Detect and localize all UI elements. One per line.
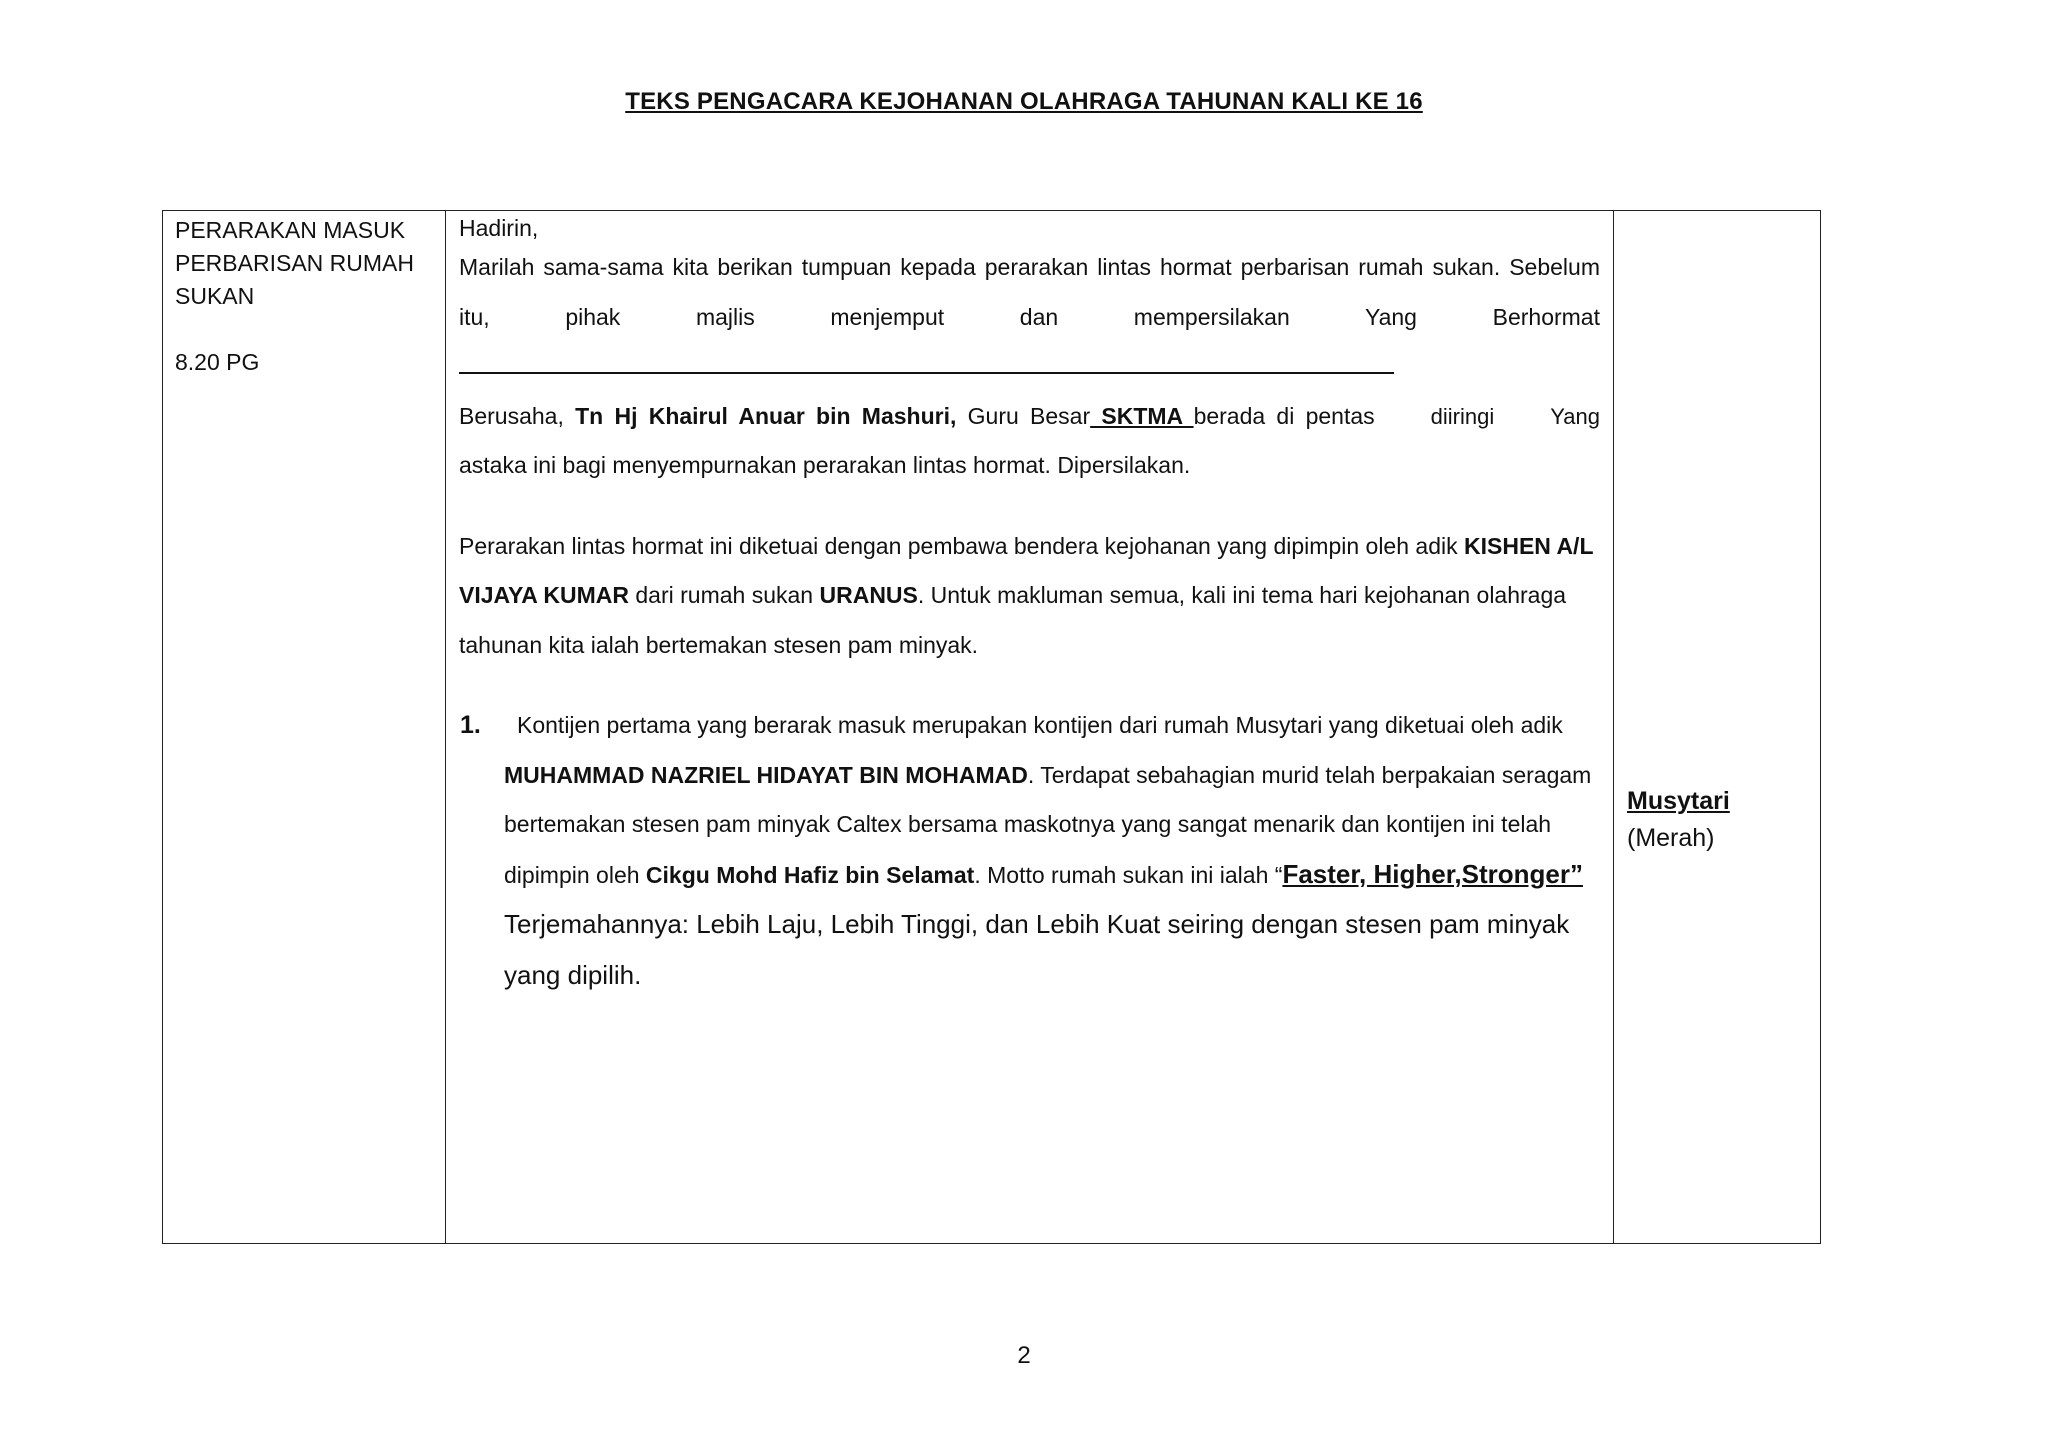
list-item: 1. Kontijen pertama yang berarak masuk merupakan kontijen dari rumah Musytari yang diketuai oleh adik MUHAMMAD NAZRIEL HIDAYAT BIN MOHAMAD. Terdapat sebahagian murid telah berpakaian seragam bertemakan stesen pam minyak Caltex bersama maskotnya yang sangat menarik dan kontijen ini telah dipimpin oleh Cikgu Mohd Hafiz bin Selamat. Motto rumah sukan ini ialah “Faster, Higher,Stronger” Terjemahannya: Lebih Laju, Lebih Tinggi, dan Lebih Kuat seiring dengan stesen pam minyak yang dipilih. xyxy=(459,701,1600,1001)
school-name: SKTMA xyxy=(1090,402,1194,429)
fill-in-blank xyxy=(459,346,1394,374)
document-title: TEKS PENGACARA KEJOHANAN OLAHRAGA TAHUNAN KALI KE 16 xyxy=(625,88,1423,115)
contingent-leader-name: MUHAMMAD NAZRIEL HIDAYAT BIN MOHAMAD xyxy=(504,761,1028,788)
list-item-number: 1. xyxy=(460,711,481,739)
flag-house-name: URANUS xyxy=(819,582,918,608)
house-motto: Faster, Higher,Stronger” xyxy=(1282,858,1583,889)
section-label-line: SUKAN xyxy=(175,283,255,309)
teacher-name: Cikgu Mohd Hafiz bin Selamat xyxy=(645,861,975,888)
house-name: Musytari xyxy=(1627,787,1730,815)
section-cell xyxy=(163,211,446,1244)
blank-name-line: diiringi Yang xyxy=(459,342,1600,392)
script-cell xyxy=(446,211,1614,1244)
section-time: 8.20 PG xyxy=(175,349,260,375)
house-cell xyxy=(1614,211,1821,1244)
table-row xyxy=(163,211,1821,1244)
script-table xyxy=(162,210,1821,1244)
principal-name: Tn Hj Khairul Anuar bin Mashuri, xyxy=(575,402,957,429)
greeting: Hadirin, xyxy=(459,215,539,241)
paragraph-invitation: Marilah sama-sama kita berikan tumpuan kepada perarakan lintas hormat perbarisan rumah sukan. Sebelum itu, pihak majlis menjemput dan mempersilakan Yang Berhormat xyxy=(459,254,1600,330)
paragraph-flag-bearer: Perarakan lintas hormat ini diketuai dengan pembawa bendera kejohanan yang dipimpin oleh adik KISHEN A/L VIJAYA KUMAR dari rumah sukan URANUS. Untuk makluman semua, kali ini tema hari kejohanan olahraga tahunan kita ialah bertemakan stesen pam minyak. xyxy=(459,532,1594,658)
section-label-line: PERBARISAN RUMAH xyxy=(175,250,414,276)
section-label-line: PERARAKAN MASUK xyxy=(175,217,406,243)
flag-bearer-name: KISHEN A/L VIJAYA KUMAR xyxy=(459,532,1594,608)
paragraph-principal: Berusaha, Tn Hj Khairul Anuar bin Mashuri, Guru Besar SKTMA berada di pentas astaka ini bagi menyempurnakan perarakan lintas hormat. Dipersilakan. xyxy=(459,402,1375,478)
page-number: 2 xyxy=(1017,1342,1031,1369)
house-color: (Merah) xyxy=(1627,824,1715,852)
